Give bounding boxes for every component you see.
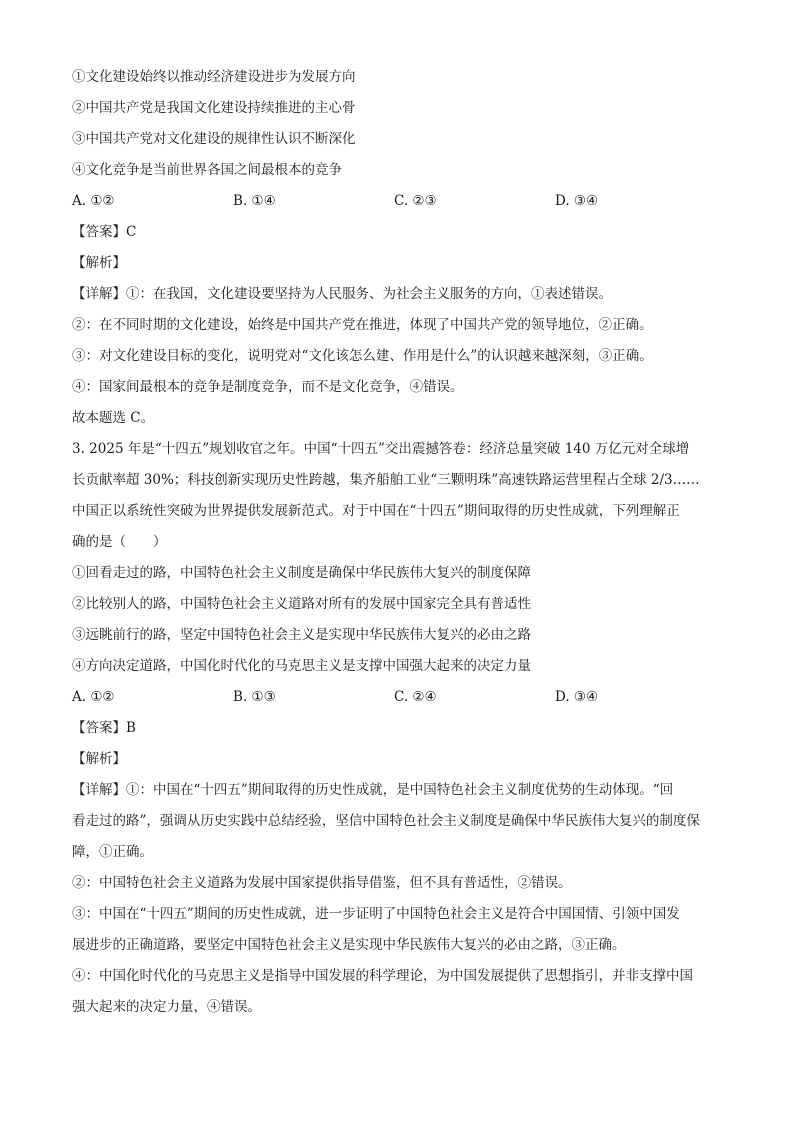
q3-detail-line: ③：中国在“十四五”期间的历史性成就，进一步证明了中国特色社会主义是符合中国国情、引领中国发 — [72, 906, 680, 922]
q2-option-d: D. ③④ — [555, 193, 599, 209]
q3-statement: ③远眺前行的路，坚定中国特色社会主义是实现中华民族伟大复兴的必由之路 — [72, 627, 531, 643]
q3-stem-line: 中国正以系统性突破为世界提供发展新范式。对于中国在“十四五”期间取得的历史性成就，下列理解正 — [72, 503, 680, 519]
q2-option-c: C. ②③ — [394, 193, 437, 209]
q3-options — [72, 682, 724, 713]
q3-option-d: D. ③④ — [555, 689, 599, 705]
q2-options — [72, 186, 724, 217]
q2-answer: 【答案】C — [72, 224, 137, 240]
q2-detail-line: ②：在不同时期的文化建设，始终是中国共产党在推进，体现了中国共产党的领导地位，②正确。 — [72, 317, 653, 333]
q3-statement: ②比较别人的路，中国特色社会主义道路对所有的发展中国家完全具有普适性 — [72, 596, 531, 612]
q3-detail-line: 障，①正确。 — [72, 844, 153, 860]
q3-answer: 【答案】B — [72, 720, 136, 736]
q3-option-c: C. ②④ — [394, 689, 437, 705]
q3-detail-line: 【详解】①：中国在“十四五”期间取得的历史性成就，是中国特色社会主义制度优势的生动体现。“回 — [72, 782, 674, 798]
q3-stem-line: 3. 2025 年是“十四五”规划收官之年。中国“十四五”交出震撼答卷：经济总量突破 140 万亿元对全球增 — [72, 441, 690, 457]
q2-option-b: B. ①④ — [233, 193, 276, 209]
q3-option-b: B. ①③ — [233, 689, 276, 705]
q2-statement: ②中国共产党是我国文化建设持续推进的主心骨 — [72, 100, 356, 116]
q3-detail-line: ②：中国特色社会主义道路为发展中国家提供指导借鉴，但不具有普适性，②错误。 — [72, 875, 572, 891]
q3-stem-line: 长贡献率超 30%；科技创新实现历史性跨越，集齐船舶工业“三颗明珠”高速铁路运营里程占全球 2/3…… — [72, 472, 700, 488]
q3-stem-line: 确的是（ ） — [72, 534, 167, 550]
q2-statement: ①文化建设始终以推动经济建设进步为发展方向 — [72, 69, 356, 85]
q2-option-a: A. ①② — [72, 193, 115, 209]
q2-statement: ④文化竞争是当前世界各国之间最根本的竞争 — [72, 162, 342, 178]
q3-statement: ①回看走过的路，中国特色社会主义制度是确保中华民族伟大复兴的制度保障 — [72, 565, 531, 581]
q2-detail-line: 【详解】①：在我国，文化建设要坚持为人民服务、为社会主义服务的方向，①表述错误。 — [72, 286, 612, 302]
q3-detail-line: 看走过的路”，强调从历史实践中总结经验，坚信中国特色社会主义制度是确保中华民族伟大复兴的制度保 — [72, 813, 700, 829]
q2-conclusion: 故本题选 C。 — [72, 410, 155, 426]
q2-statement: ③中国共产党对文化建设的规律性认识不断深化 — [72, 131, 356, 147]
q2-detail-line: ④：国家间最根本的竞争是制度竞争，而不是文化竞争，④错误。 — [72, 379, 464, 395]
document-page — [72, 62, 724, 1023]
q3-detail-line: 展进步的正确道路，要坚定中国特色社会主义是实现中华民族伟大复兴的必由之路，③正确。 — [72, 937, 626, 953]
q3-analysis-label: 【解析】 — [72, 751, 126, 767]
q3-detail-line: ④：中国化时代化的马克思主义是指导中国发展的科学理论，为中国发展提供了思想指引，并非支撑中国 — [72, 968, 693, 984]
q3-statement: ④方向决定道路，中国化时代化的马克思主义是支撑中国强大起来的决定力量 — [72, 658, 531, 674]
q2-analysis-label: 【解析】 — [72, 255, 126, 271]
q2-detail-line: ③：对文化建设目标的变化，说明党对“文化该怎么建、作用是什么”的认识越来越深刻，③正确。 — [72, 348, 653, 364]
q3-option-a: A. ①② — [72, 689, 115, 705]
q3-detail-line: 强大起来的决定力量，④错误。 — [72, 999, 261, 1015]
